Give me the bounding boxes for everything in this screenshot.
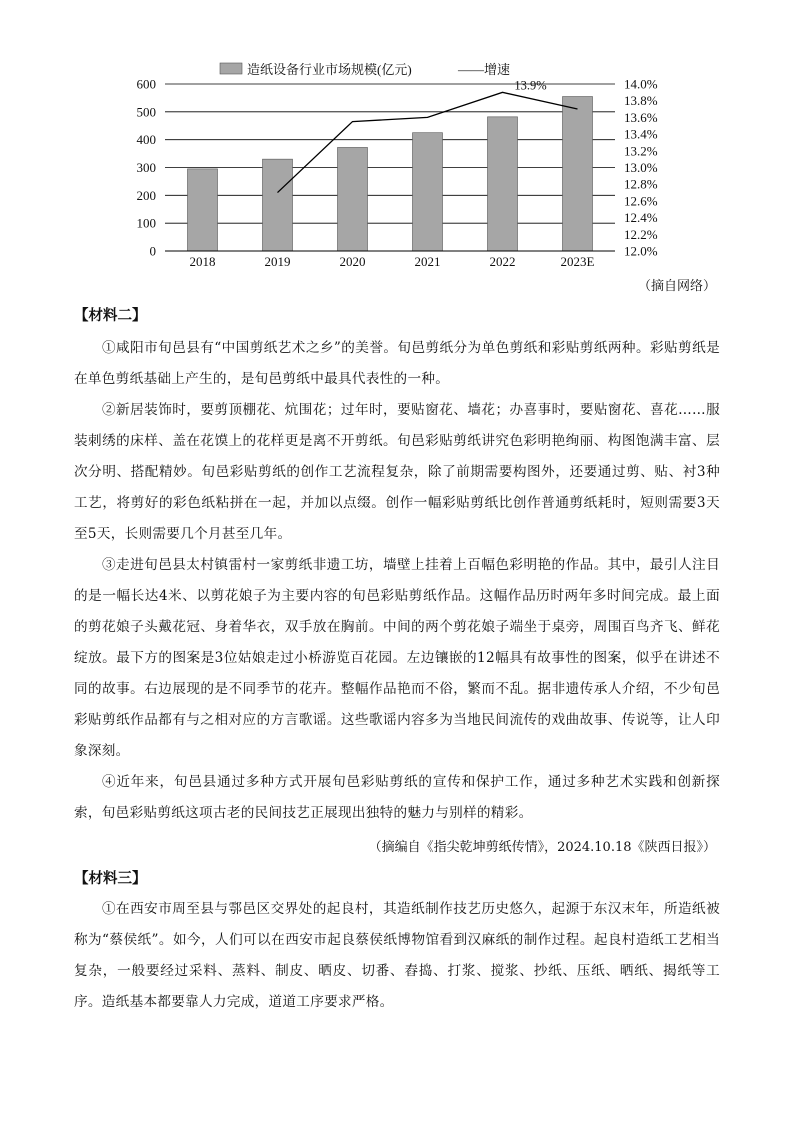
left-axis-ticks: [137, 77, 157, 259]
x-axis-tick-label: 2020: [339, 254, 366, 269]
right-axis-tick-label: 13.4%: [624, 126, 658, 142]
material2-paragraph-1: ①咸阳市旬邑县有“中国剪纸艺术之乡”的美誉。旬邑剪纸分为单色剪纸和彩贴剪纸两种。彩贴剪纸是在单色剪纸基础上产生的，是旬邑剪纸中最具代表性的一种。: [74, 340, 720, 387]
bar-2021: [413, 133, 443, 251]
left-axis-tick-label: 300: [136, 160, 156, 175]
x-axis-tick-label: 2021: [414, 254, 441, 269]
bar-2020: [338, 147, 368, 251]
bar-2023E: [563, 97, 593, 251]
material3-paragraph-1: ①在西安市周至县与鄠邑区交界处的起良村，其造纸制作技艺历史悠久，起源于东汉末年，所造纸被称为“蔡侯纸”。如今，人们可以在西安市起良蔡侯纸博物馆看到汉麻纸的制作过程。起良村造纸工艺相当复杂，一般要经过采料、蒸料、制皮、晒皮、切番、舂捣、打浆、搅浆、抄纸、压纸、晒纸、揭纸等工序。造纸基本都要靠人力完成，道道工序要求严格。: [74, 901, 720, 1010]
chart-gridlines: [165, 84, 615, 223]
material2-heading: 【材料二】: [74, 307, 147, 324]
left-axis-tick-label: 600: [136, 76, 156, 92]
left-axis-tick-label: 400: [136, 132, 156, 148]
bar-2022: [488, 117, 518, 251]
x-axis-tick-label: 2018: [189, 254, 216, 269]
legend-bar-swatch: [220, 63, 242, 74]
material2-source: （摘编自《指尖乾坤剪纸传情》，2024.10.18《陕西日报》）: [368, 840, 716, 855]
x-axis-ticks: [190, 254, 595, 269]
legend-bar-label: 造纸设备行业市场规模(亿元): [247, 62, 412, 77]
chart-credit: （摘自网络）: [637, 279, 716, 294]
chart-legend: [220, 62, 510, 77]
right-axis-ticks: [624, 77, 658, 259]
left-axis-tick-label: 0: [149, 243, 156, 259]
right-axis-tick-label: 12.8%: [624, 176, 658, 192]
right-axis-tick-label: 13.2%: [624, 143, 658, 159]
right-axis-tick-label: 13.6%: [624, 109, 658, 125]
left-axis-tick-label: 200: [136, 187, 156, 203]
right-axis-tick-label: 12.6%: [624, 193, 658, 209]
x-axis-tick-label: 2019: [264, 254, 291, 269]
right-axis-tick-label: 12.2%: [624, 226, 658, 242]
material2-paragraph-4: ④近年来，旬邑县通过多种方式开展旬邑彩贴剪纸的宣传和保护工作，通过多种艺术实践和创新探索，旬邑彩贴剪纸这项古老的民间技艺正展现出独特的魅力与别样的精彩。: [74, 774, 720, 821]
x-axis-tick-label: 2022: [489, 254, 516, 269]
bar-2019: [263, 159, 293, 251]
left-axis-tick-label: 100: [136, 215, 156, 231]
material3-heading: 【材料三】: [74, 870, 147, 887]
left-axis-tick-label: 500: [136, 104, 156, 120]
right-axis-tick-label: 13.8%: [624, 93, 658, 109]
legend-line-label: ——增速: [458, 62, 511, 77]
market-size-chart: [0, 0, 794, 275]
x-axis-tick-label: 2023E: [560, 254, 595, 269]
growth-annotation: 13.9%: [514, 78, 547, 93]
right-axis-tick-label: 12.4%: [624, 210, 658, 226]
right-axis-tick-label: 13.0%: [624, 160, 658, 175]
material2-paragraph-2: ②新居装饰时，要剪顶棚花、炕围花；过年时，要贴窗花、墙花；办喜事时，要贴窗花、喜花……服装刺绣的床样、盖在花馍上的花样更是离不开剪纸。旬邑彩贴剪纸讲究色彩明艳绚丽、构图饱满丰富、层次分明、搭配精妙。旬邑彩贴剪纸的创作工艺流程复杂，除了前期需要构图外，还要通过剪、贴、衬3种工艺，将剪好的彩色纸粘拼在一起，并加以点缀。创作一幅彩贴剪纸比创作普通剪纸耗时，短则需要3天至5天，长则需要几个月甚至几年。: [74, 402, 720, 542]
bar-2018: [188, 169, 218, 251]
material2-paragraph-3: ③走进旬邑县太村镇雷村一家剪纸非遗工坊，墙壁上挂着上百幅色彩明艳的作品。其中，最引人注目的是一幅长达4米、以剪花娘子为主要内容的旬邑彩贴剪纸作品。这幅作品历时两年多时间完成。最上面的剪花娘子头戴花冠、身着华衣，双手放在胸前。中间的两个剪花娘子端坐于桌旁，周围百鸟齐飞、鲜花绽放。最下方的图案是3位姑娘走过小桥游览百花园。左边镶嵌的12幅具有故事性的图案，似乎在讲述不同的故事。右边展现的是不同季节的花卉。整幅作品艳而不俗，繁而不乱。据非遗传承人介绍，不少旬邑彩贴剪纸作品都有与之相对应的方言歌谣。这些歌谣内容多为当地民间流传的戏曲故事、传说等，让人印象深刻。: [74, 557, 720, 759]
right-axis-tick-label: 12.0%: [624, 243, 658, 259]
right-axis-tick-label: 14.0%: [624, 76, 658, 92]
